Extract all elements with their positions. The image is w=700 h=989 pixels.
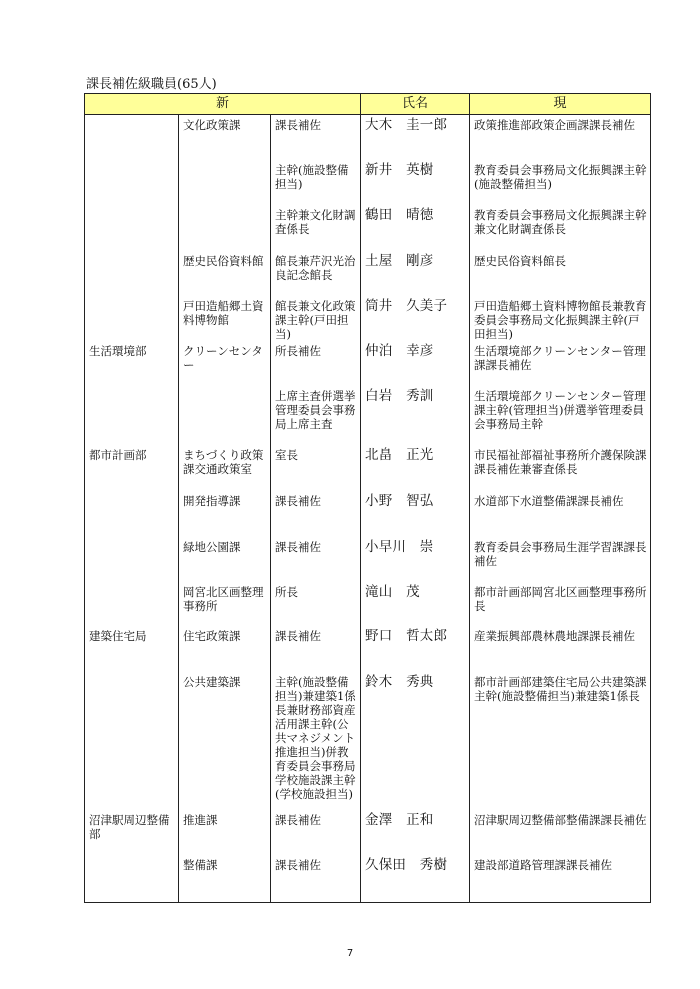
cell-section: まちづくり政策課交通政策室 [179, 445, 271, 491]
table-row [85, 491, 651, 537]
cell-previous: 教育委員会事務局生涯学習課課長補佐 [470, 537, 651, 582]
cell-dept [85, 672, 179, 810]
cell-role: 室長 [271, 445, 361, 491]
cell-section [179, 205, 271, 251]
cell-previous: 政策推進部政策企画課課長補佐 [470, 115, 651, 160]
cell-name: 白岩 秀訓 [361, 386, 470, 445]
table-row [85, 537, 651, 582]
table-row [85, 205, 651, 251]
table-row [85, 810, 651, 855]
personnel-table [84, 93, 651, 903]
table-row [85, 582, 651, 626]
cell-name: 野口 哲太郎 [361, 626, 470, 672]
cell-role: 主幹(施設整備担当) [271, 160, 361, 205]
cell-section: クリーンセンター [179, 341, 271, 386]
cell-section: 歴史民俗資料館 [179, 251, 271, 296]
header-new: 新 [85, 94, 361, 115]
cell-role: 館長兼文化政策課主幹(戸田担当) [271, 296, 361, 341]
cell-previous: 戸田造船郷土資料博物館長兼教育委員会事務局文化振興課主幹(戸田担当) [470, 296, 651, 341]
cell-previous: 都市計画部岡宮北区画整理事務所長 [470, 582, 651, 626]
table-row [85, 386, 651, 445]
page-title: 課長補佐級職員(65人) [86, 77, 217, 92]
cell-dept [85, 160, 179, 205]
cell-dept [85, 251, 179, 296]
cell-name: 鈴木 秀典 [361, 672, 470, 810]
table-row [85, 296, 651, 341]
cell-previous: 沼津駅周辺整備部整備課課長補佐 [470, 810, 651, 855]
cell-name: 新井 英樹 [361, 160, 470, 205]
cell-name: 土屋 剛彦 [361, 251, 470, 296]
cell-section: 岡宮北区画整理事務所 [179, 582, 271, 626]
cell-name: 筒井 久美子 [361, 296, 470, 341]
table-row [85, 160, 651, 205]
cell-previous: 都市計画部建築住宅局公共建築課主幹(施設整備担当)兼建築1係長 [470, 672, 651, 810]
cell-name: 鶴田 晴徳 [361, 205, 470, 251]
cell-previous: 産業振興部農林農地課課長補佐 [470, 626, 651, 672]
cell-section [179, 386, 271, 445]
cell-role: 所長 [271, 582, 361, 626]
cell-section [179, 160, 271, 205]
cell-role: 課長補佐 [271, 626, 361, 672]
table-row [85, 672, 651, 810]
cell-name: 仲泊 幸彦 [361, 341, 470, 386]
cell-dept: 生活環境部 [85, 341, 179, 386]
cell-role: 課長補佐 [271, 855, 361, 903]
cell-dept [85, 296, 179, 341]
cell-previous: 生活環境部クリーンセンター管理課課長補佐 [470, 341, 651, 386]
table-row [85, 341, 651, 386]
cell-previous: 教育委員会事務局文化振興課主幹兼文化財調査係長 [470, 205, 651, 251]
cell-name: 金澤 正和 [361, 810, 470, 855]
cell-role: 課長補佐 [271, 491, 361, 537]
table-row [85, 855, 651, 903]
cell-dept: 都市計画部 [85, 445, 179, 491]
table-row [85, 251, 651, 296]
cell-section: 推進課 [179, 810, 271, 855]
cell-role: 館長兼芹沢光治良記念館長 [271, 251, 361, 296]
cell-role: 上席主査併選挙管理委員会事務局上席主査 [271, 386, 361, 445]
cell-previous: 建設部道路管理課課長補佐 [470, 855, 651, 903]
cell-section: 住宅政策課 [179, 626, 271, 672]
cell-name: 北畠 正光 [361, 445, 470, 491]
cell-section: 緑地公園課 [179, 537, 271, 582]
cell-previous: 市民福祉部福祉事務所介護保険課課長補佐兼審査係長 [470, 445, 651, 491]
cell-dept [85, 115, 179, 160]
header-current: 現 [470, 94, 651, 115]
cell-dept [85, 491, 179, 537]
table-row [85, 445, 651, 491]
cell-dept [85, 386, 179, 445]
cell-role: 主幹(施設整備担当)兼建築1係長兼財務部資産活用課主幹(公共マネジメント推進担当)併教育委員会事務局学校施設課主幹(学校施設担当) [271, 672, 361, 810]
cell-name: 大木 圭一郎 [361, 115, 470, 160]
table-header-row [85, 94, 651, 115]
cell-dept: 建築住宅局 [85, 626, 179, 672]
cell-previous: 生活環境部クリーンセンター管理課主幹(管理担当)併選挙管理委員会事務局主幹 [470, 386, 651, 445]
cell-name: 小野 智弘 [361, 491, 470, 537]
cell-dept [85, 537, 179, 582]
table-row [85, 115, 651, 160]
cell-previous: 教育委員会事務局文化振興課主幹(施設整備担当) [470, 160, 651, 205]
cell-section: 整備課 [179, 855, 271, 903]
cell-previous: 歴史民俗資料館長 [470, 251, 651, 296]
cell-dept [85, 582, 179, 626]
cell-dept: 沼津駅周辺整備部 [85, 810, 179, 855]
page-number: 7 [346, 948, 354, 959]
cell-role: 主幹兼文化財調査係長 [271, 205, 361, 251]
cell-name: 小早川 崇 [361, 537, 470, 582]
cell-role: 課長補佐 [271, 537, 361, 582]
cell-section: 公共建築課 [179, 672, 271, 810]
table-row [85, 626, 651, 672]
header-name: 氏名 [361, 94, 470, 115]
cell-section: 開発指導課 [179, 491, 271, 537]
cell-role: 課長補佐 [271, 115, 361, 160]
cell-section: 文化政策課 [179, 115, 271, 160]
cell-previous: 水道部下水道整備課課長補佐 [470, 491, 651, 537]
cell-role: 所長補佐 [271, 341, 361, 386]
cell-section: 戸田造船郷土資料博物館 [179, 296, 271, 341]
cell-name: 滝山 茂 [361, 582, 470, 626]
cell-name: 久保田 秀樹 [361, 855, 470, 903]
cell-role: 課長補佐 [271, 810, 361, 855]
cell-dept [85, 855, 179, 903]
cell-dept [85, 205, 179, 251]
